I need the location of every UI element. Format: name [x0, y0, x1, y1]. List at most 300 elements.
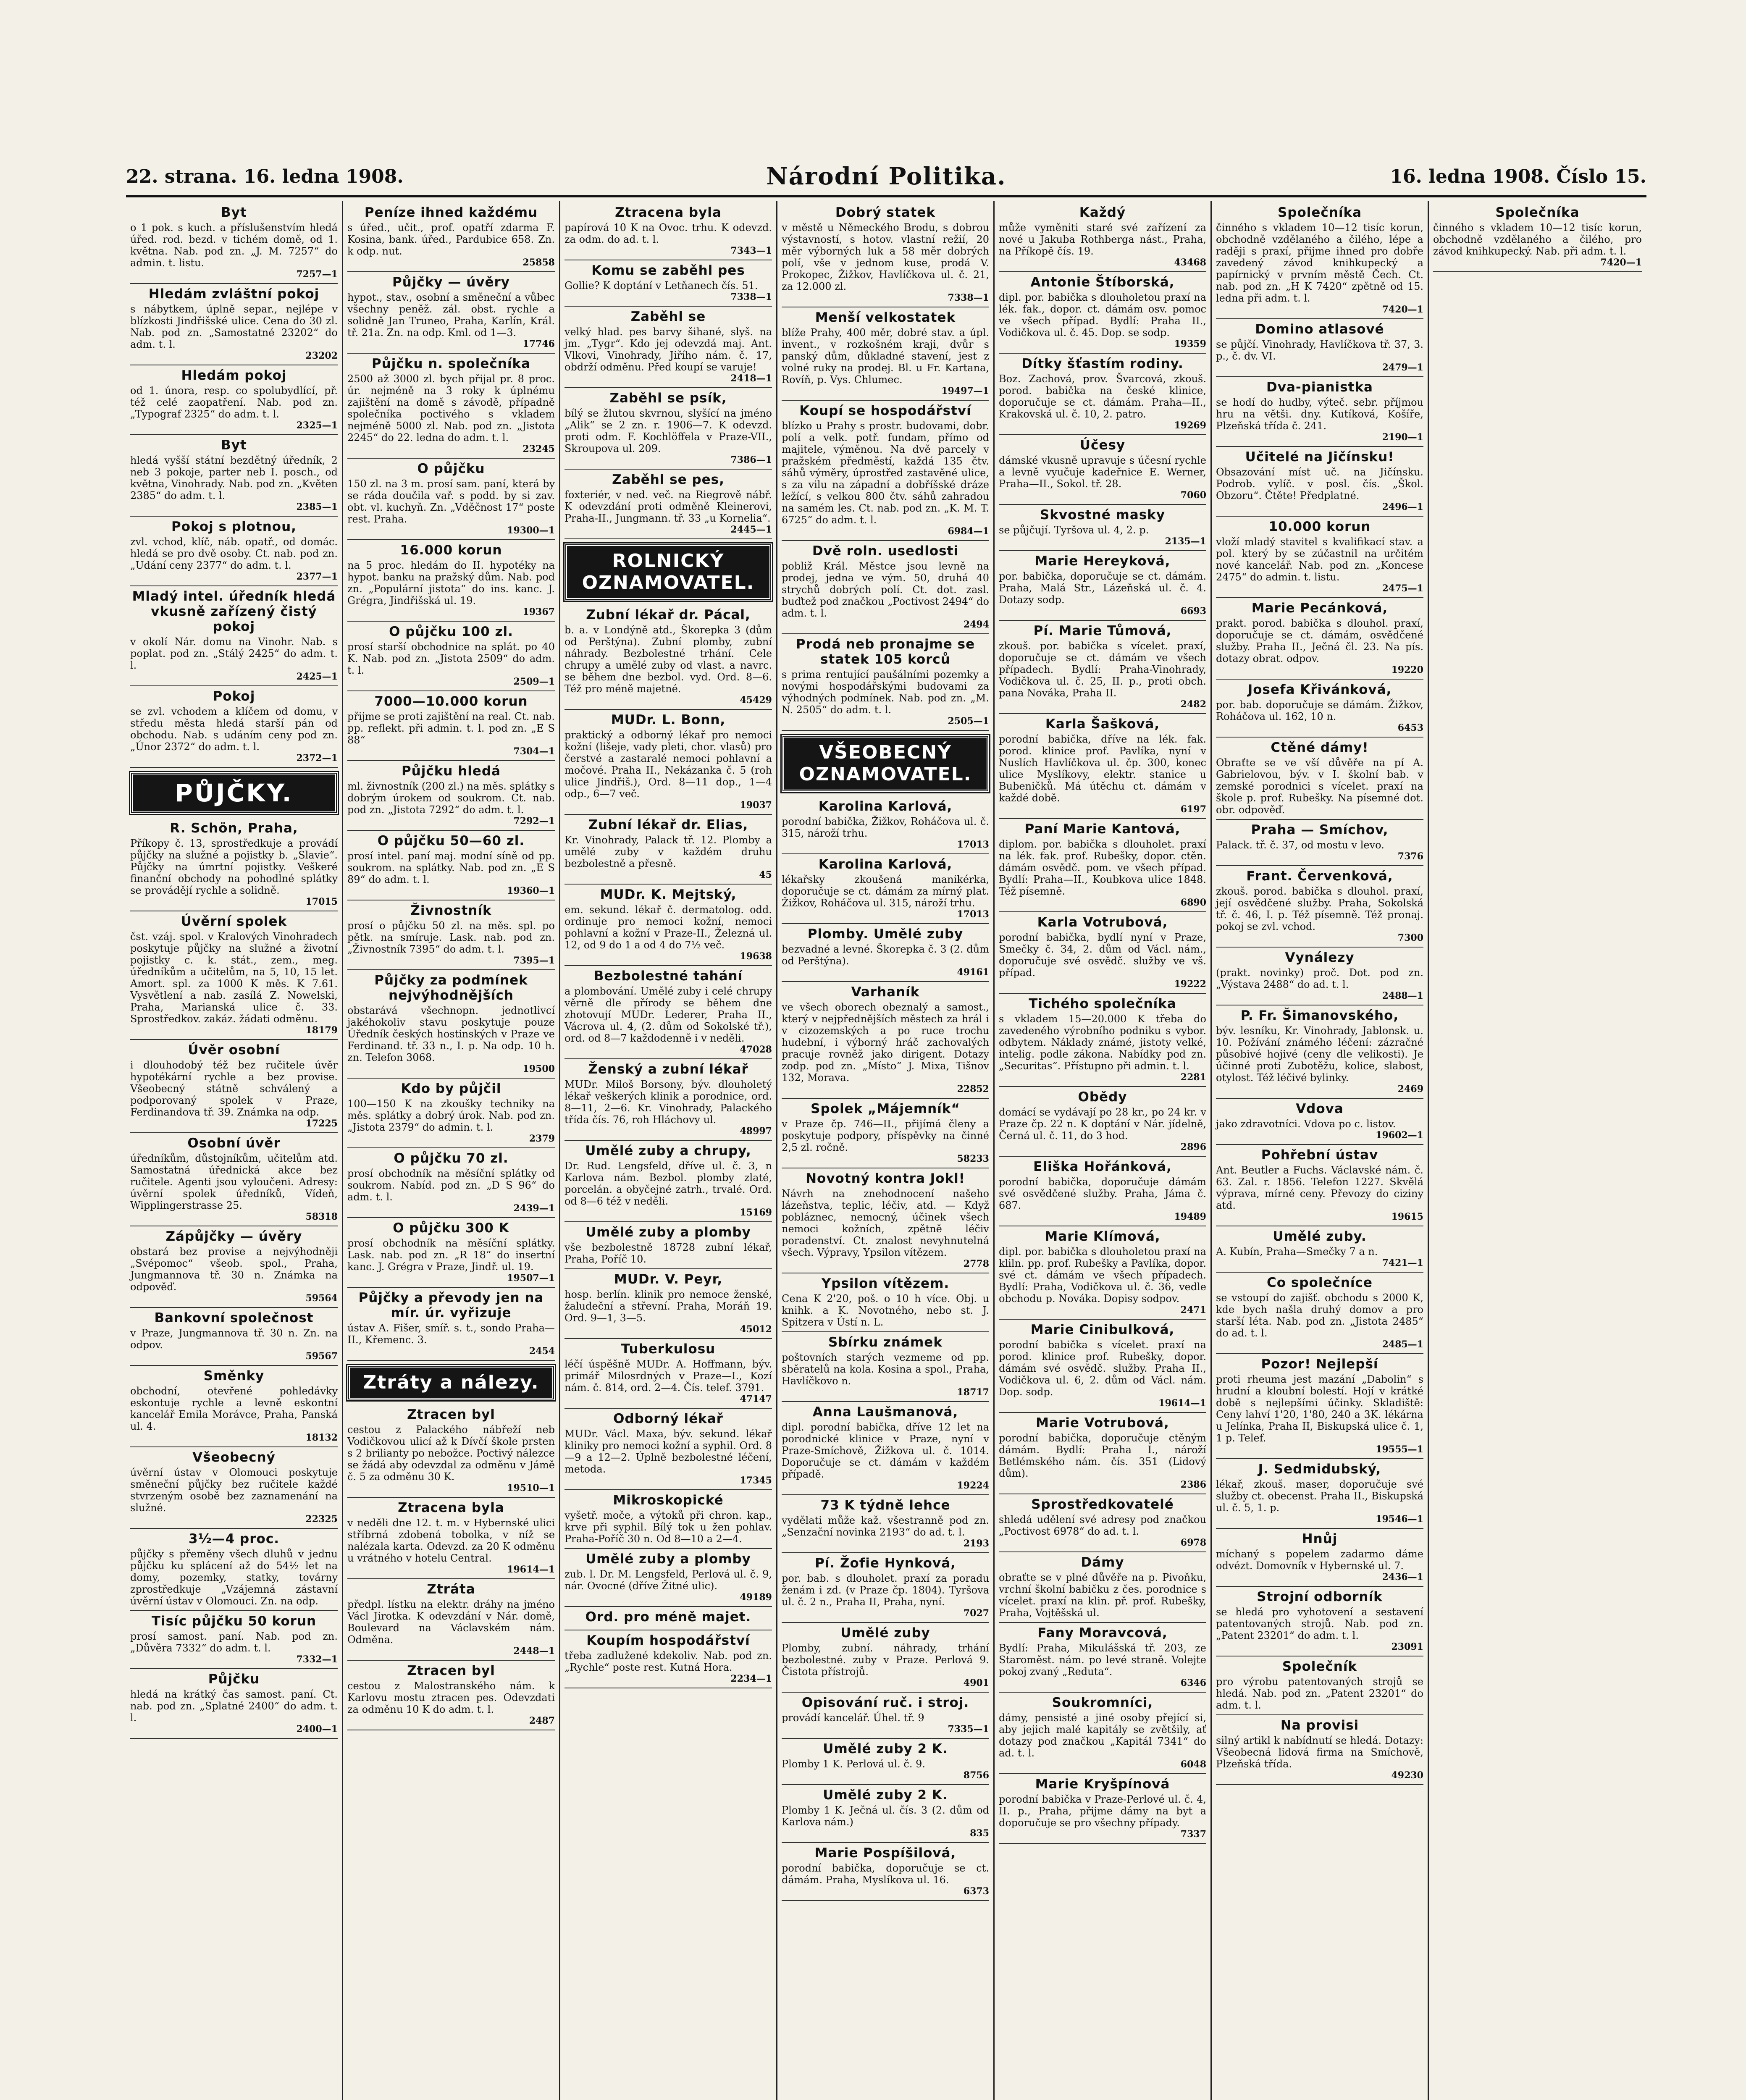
- ad-body: porodní babička, doporučuje ctěným dámám. Bydlí: Praha I., nároží Betlémského nám. čís. 351 (Lidový dům).: [999, 1432, 1206, 1479]
- ad-body: Plomby 1 K. Ječná ul. čís. 3 (2. dům od Karlova nám.): [782, 1804, 989, 1828]
- classified-ad: [999, 505, 1206, 551]
- ad-headline: Obědy: [1078, 1089, 1127, 1105]
- ad-reference-number: 2496—1: [1382, 501, 1423, 512]
- classified-ad: [564, 605, 772, 710]
- classified-ad: [1216, 738, 1423, 820]
- ad-headline: Půjčku n. společníka: [371, 356, 531, 371]
- ad-body: vyšetř. moče, a výtoků při chron. kap., krve při syphil. Bílý tok u žen pohlav. Praha-Poříč 30 n. Od 8—10 a 2—4.: [564, 1509, 772, 1545]
- classified-ad: [347, 272, 555, 354]
- ad-body: porodní babička, dříve na lék. fak. porod. klinice prof. Pavlíka, nyní v Nuslích Havlíčkova ul. čp. 300, konec ulice Myslíkovy, elektr. stanice u Bubeničků. Má útěchu ct. dámám v každé době.: [999, 733, 1206, 804]
- ad-body: zkouš. por. babička s vícelet. praxí, doporučuje se ct. dámám ve všech případech. Bydlí: Praha-Vinohrady, Vodičkova ul. č. 25, II. p., proti obch. pana Nováka, Praha II.: [999, 640, 1206, 699]
- newspaper-title: Národní Politika.: [766, 163, 1006, 190]
- ad-reference-number: 2475—1: [1382, 583, 1423, 594]
- classified-ad: [1216, 1656, 1423, 1715]
- ad-reference-number: 19222: [1174, 979, 1206, 990]
- ad-headline: Vynálezy: [1285, 950, 1355, 965]
- classified-ad: [347, 970, 555, 1079]
- classified-ad: [782, 1495, 989, 1553]
- ad-body: por. bab. doporučuje se dámám. Žižkov, Roháčova ul. 162, 10 n.: [1216, 699, 1423, 722]
- ad-headline: P. Fr. Šimanovského,: [1240, 1008, 1399, 1023]
- ad-headline: Zaběhl se psík,: [609, 391, 727, 406]
- classified-ad: [1216, 377, 1423, 447]
- classified-ad: [999, 1774, 1206, 1844]
- ad-headline: Marie Pecánková,: [1251, 601, 1388, 616]
- classified-ad: [782, 924, 989, 982]
- ad-body: praktický a odborný lékař pro nemoci kožní (lišeje, vady pleti, chor. vlasů) pro čerstvé a zastaralé nemoci pohlavní a močové. Praha II., Nekázanka č. 5 (roh ulice Jindřiš.), Ord. 8—11 dop., 1—4 odp., 6—7 več.: [564, 729, 772, 800]
- ad-reference-number: 17225: [305, 1118, 338, 1129]
- ad-headline: Mikroskopické: [613, 1493, 724, 1508]
- classified-ad: [130, 284, 338, 365]
- ad-headline: Zápůjčky — úvěry: [165, 1229, 302, 1244]
- ad-headline: Koupím hospodářství: [586, 1633, 750, 1648]
- ad-headline: Ord. pro méně majet.: [585, 1609, 751, 1625]
- classified-ad: [130, 1366, 338, 1447]
- ad-headline: Pokoj s plotnou,: [171, 519, 297, 534]
- ad-body: (prakt. novinky) proč. Dot. pod zn. „Výstava 2488“ do ad. t. l.: [1216, 967, 1423, 990]
- classified-ad: [782, 541, 989, 634]
- classified-ad: [999, 621, 1206, 714]
- ad-headline: Zubní lékař dr. Pácal,: [586, 607, 751, 622]
- ad-headline: O půjčku 300 K: [393, 1221, 509, 1236]
- ad-headline: Novotný kontra Jokl!: [806, 1171, 965, 1186]
- classified-ad: [564, 202, 772, 260]
- ad-reference-number: 7257—1: [296, 269, 338, 280]
- ad-headline: Ctěné dámy!: [1271, 740, 1369, 755]
- ad-headline: Umělé zuby a plomby: [586, 1225, 751, 1240]
- ad-headline: MUDr. L. Bonn,: [611, 712, 726, 727]
- ad-body: v městě u Německého Brodu, s dobrou výstavností, s hotov. vlastní režií, 20 měr výborných luk a 58 měr dobrých polí, vše v jednom kuse, prodá V. Prokopec, Žižkov, Havlíčkova ul. č. 21, za 12.000 zl.: [782, 222, 989, 292]
- ad-reference-number: 19497—1: [941, 386, 989, 396]
- classified-ad: [999, 1552, 1206, 1623]
- classified-ad: [564, 1630, 772, 1688]
- ad-headline: Zaběhl se pes,: [612, 472, 725, 487]
- ad-reference-number: 2488—1: [1382, 990, 1423, 1001]
- ad-headline: Strojní odborník: [1257, 1589, 1383, 1604]
- ad-headline: Půjčky — úvěry: [392, 275, 510, 290]
- ad-reference-number: 43468: [1174, 257, 1206, 268]
- ad-body: s vkladem 15—20.000 K třeba do zavedeného výrobního podniku s vybor. odbytem. Náklady známé, jistoty velké, intelig. podle zákona. Nabídky pod zn. „Securitas“. Přístupno při admin. t. l.: [999, 1013, 1206, 1072]
- ad-body: dipl. porodní babička, dříve 12 let na porodnické klinice v Praze, nyní v Praze-Smíchově, Žižkova ul. č. 1014. Doporučuje se ct. dámám v každém případě.: [782, 1421, 989, 1480]
- ad-reference-number: 19300—1: [507, 525, 555, 536]
- ad-body: Palack. tř. č. 37, od mostu v levo.: [1216, 839, 1384, 851]
- ad-body: se zvl. vchodem a klíčem od domu, v středu města hledá starší pán od obchodu. Nab. s udáním ceny pod zn. „Únor 2372“ do adm. t. l.: [130, 706, 338, 753]
- ad-body: 150 zl. na 3 m. prosí sam. paní, která by se ráda doučila vař. s podd. by si zav. obt. vl. kuchyň. Zn. „Vděčnost 17“ poste rest. Praha.: [347, 478, 555, 525]
- ad-body: úvěrní ústav v Olomouci poskytuje směneční půjčky bez ručitele každé stvrzeným osobě bez zaznamenání na služné.: [130, 1467, 338, 1514]
- ad-body: prosí starší obchodnice na splát. po 40 K. Nab. pod zn. „Jistota 2509“ do adm. t. l.: [347, 641, 555, 676]
- ad-body: Plomby 1 K. Perlová ul. č. 9.: [782, 1758, 926, 1770]
- ad-reference-number: 7338—1: [730, 291, 772, 302]
- section-banner: VŠEOBECNÝ OZNAMOVATEL.: [782, 735, 989, 792]
- ad-body: blíže Prahy, 400 měr, dobré stav. a úpl. invent., v rozkošném kraji, dvůr s panský dům, důkladné stavení, jest z volné ruky na prodej. Bl. u Fr. Kartana, Rovíň, p. Vys. Chlumec.: [782, 327, 989, 386]
- ad-body: zvl. vchod, klíč, náb. opatř., od domác. hledá se pro dvě osoby. Ct. nab. pod zn. „Udání ceny 2377“ do adm. t. l.: [130, 536, 338, 571]
- ad-body: dipl. por. babička s dlouholetou praxí na lék. fak., dopor. ct. dámám osv. pomoc ve všech případ. Bydlí: Praha II., Vodičkova ul. č. 45. Dop. se sodp.: [999, 291, 1206, 339]
- ad-reference-number: 7060: [1180, 490, 1206, 501]
- ad-body: býv. lesníku, Kr. Vinohrady, Jablonsk. u. 10. Požívání známého léčení: zázračné působivé hojivé (ceny dle velikosti). Je účinné proti Zubotěžu, kolice, slabost, otylost. Též léčivé bylinky.: [1216, 1025, 1423, 1084]
- ad-reference-number: 2505—1: [948, 716, 989, 727]
- ad-body: lékař, zkouš. maser, doporučuje své služby ct. obecenst. Praha II., Biskupská ul. č. 5, 1. p.: [1216, 1478, 1423, 1514]
- classified-ad: [782, 1739, 989, 1785]
- classified-ad: [564, 1059, 772, 1141]
- classified-ad: [347, 1218, 555, 1288]
- ad-body: bílý se žlutou skvrnou, slyšící na jméno „Alik“ se 2 zn. r. 1906—7. K odevzd. proti odm. F. Kochlöffela v Praze-VII., Skroupova ul. 209.: [564, 407, 772, 454]
- ad-headline: Půjčku: [208, 1672, 260, 1687]
- ad-reference-number: 17013: [957, 909, 989, 920]
- ad-headline: R. Schön, Praha,: [170, 821, 298, 836]
- ad-headline: Spolek „Májemník“: [811, 1101, 960, 1116]
- ad-headline: Umělé zuby: [840, 1625, 930, 1641]
- classified-ad: [347, 354, 555, 459]
- ad-body: prakt. porod. babička s dlouhol. praxí, doporučuje se ct. dámám, osvědčené služby. Praha II., Ječná čl. 23. Na pís. dotazy obrat. odpov.: [1216, 617, 1423, 664]
- ad-body: i dlouhodobý též bez ručitele úvěr hypotékární rychle a bez provise. Všeobecný státně schválený a podporovaný spolek v Praze, Ferdinandova tř. 39. Známka na odp.: [130, 1059, 338, 1118]
- classified-ad: [782, 796, 989, 854]
- ad-headline: Marie Klímová,: [1045, 1229, 1160, 1244]
- ad-body: předpl. lístku na elektr. dráhy na jméno Václ Jirotka. K odevzdání v Nár. domě, Boulevard na Václavském nám. Odměna.: [347, 1599, 555, 1646]
- ad-reference-number: 19489: [1174, 1211, 1206, 1222]
- ad-reference-number: 7386—1: [730, 454, 772, 465]
- ad-headline: O půjčku 50—60 zl.: [377, 833, 525, 848]
- classified-ad: [999, 435, 1206, 505]
- ad-body: prosí intel. paní maj. modní síně od pp. soukrom. na splátky. Nab. pod zn. „E S 89“ do adm. t. l.: [347, 850, 555, 885]
- ad-headline: Skvostné masky: [1040, 507, 1166, 522]
- ad-headline: Ztracena byla: [398, 1500, 504, 1515]
- ad-reference-number: 45: [759, 869, 772, 880]
- ad-body: od 1. února, resp. co spolubydlící, př. též celé zaopatření. Nab. pod zn. „Typograf 2325“ do adm. t. l.: [130, 385, 338, 420]
- ad-reference-number: 2471: [1180, 1305, 1206, 1315]
- ad-reference-number: 2377—1: [296, 571, 338, 582]
- column-7: [1429, 201, 1646, 2100]
- ad-reference-number: 6453: [1397, 722, 1423, 733]
- ad-reference-number: 19500: [522, 1063, 555, 1074]
- classified-ad: [564, 1141, 772, 1222]
- ad-body: a plombování. Umělé zuby i celé chrupy věrně dle přírody se během dne zhotovují MUDr. Lederer, Praha II., Vácrova ul. 4, (2. dům od Sokolské tř.), ord. od 8—7 každodenně i v neděli.: [564, 985, 772, 1044]
- ad-headline: Umělé zuby 2 K.: [823, 1741, 948, 1756]
- ad-body: třeba zadlužené kdekoliv. Nab. pod zn. „Rychle“ poste rest. Kutná Hora.: [564, 1650, 772, 1673]
- ad-body: Boz. Zachová, prov. Švarcová, zkouš. porod. babička na české klinice, doporučuje se ct. dámám. Praha—II., Krakovská ul. č. 10, 2. patro.: [999, 373, 1206, 420]
- ad-reference-number: 18132: [305, 1432, 338, 1443]
- classified-ad: [999, 1693, 1206, 1774]
- ad-reference-number: 2439—1: [513, 1203, 555, 1214]
- ad-headline: Společníka: [1495, 205, 1580, 220]
- ad-reference-number: 6373: [963, 1886, 989, 1897]
- ad-reference-number: 47147: [740, 1394, 772, 1404]
- ad-reference-number: 2193: [963, 1538, 989, 1549]
- ad-body: Cena K 2'20, poš. o 10 h více. Obj. u knihk. a K. Novotného, nebo st. J. Spitzera v Ústí n. L.: [782, 1293, 989, 1328]
- ad-headline: Hledám pokoj: [181, 368, 287, 383]
- classified-ad: [564, 1607, 772, 1630]
- ad-body: s nábytkem, úplně separ., nejlépe v blízkosti Jindřišské ulice. Cena do 30 zl. Nab. pod zn. „Samostatné 23202“ do adm. t. l.: [130, 303, 338, 350]
- ad-reference-number: 17015: [305, 896, 338, 907]
- classified-ad: [347, 459, 555, 540]
- ad-body: Gollie? K doptání v Letňanech čís. 51.: [564, 280, 758, 291]
- ad-headline: Dobrý statek: [835, 205, 936, 220]
- classified-ad: [564, 1549, 772, 1607]
- ad-headline: Eliška Hořánková,: [1033, 1159, 1172, 1174]
- classified-ad: [347, 1148, 555, 1218]
- ad-body: dámy, pensisté a jiné osoby přející si, aby jejich malé kapitály se zvětšily, ať dotazy pod značkou „Kapitál 7341“ do ad. t. l.: [999, 1712, 1206, 1759]
- ad-headline: Všeobecný: [192, 1450, 276, 1465]
- ad-body: zub. l. Dr. M. Lengsfeld, Perlová ul. č. 9, nár. Ovocné (dříve Žitné ulic).: [564, 1568, 772, 1592]
- ad-body: úředníkům, důstojníkům, učitelům atd. Samostatná úřednická akce bez ručitele. Agenti jsou vyloučeni. Adresy: úvěrní spolek úředníků, Vídeň, Wipplingerstrasse 25.: [130, 1152, 338, 1211]
- classified-ad: [782, 1843, 989, 1901]
- ad-headline: Dva-pianistka: [1266, 380, 1373, 395]
- ad-headline: Ztracena byla: [615, 205, 722, 220]
- ad-body: se vstoupí do zajišť. obchodu s 2000 K, kde bych našla druhý domov a pro starší léta. Nab. pod zn. „Jistota 2485“ do ad. t. l.: [1216, 1292, 1423, 1339]
- ad-headline: Ženský a zubní lékař: [588, 1062, 748, 1077]
- ad-headline: Plomby. Umělé zuby: [807, 927, 964, 942]
- classified-ad: [1216, 1226, 1423, 1273]
- ad-headline: Vdova: [1296, 1101, 1344, 1116]
- ad-body: činného s vkladem 10—12 tisíc korun, obchodně vzdělaného a čilého, pro závod knihkupecký. Nab. při adm. t. l.: [1433, 222, 1642, 257]
- ad-headline: Karla Šašková,: [1045, 717, 1160, 732]
- ad-headline: Marie Cinibulková,: [1030, 1322, 1175, 1337]
- ad-headline: Fany Moravcová,: [1037, 1625, 1168, 1641]
- ad-headline: Karolina Karlová,: [818, 857, 953, 872]
- classified-ad: [347, 1288, 555, 1361]
- ad-reference-number: 19037: [740, 800, 772, 811]
- classified-ad: [1216, 1354, 1423, 1459]
- classified-ad: [130, 1529, 338, 1611]
- ad-headline: Koupí se hospodářství: [799, 403, 971, 418]
- ad-headline: Společníka: [1277, 205, 1362, 220]
- column-4: [777, 201, 995, 2100]
- ad-body: obstarává všechnopn. jednotlivcí jakéhokoliv stavu poskytuje pouze Úředník českých hostinských v Praze ve Ferdinand. tř. 33 n., I. p. Na odp. 10 h. zn. Telefon 3068.: [347, 1005, 555, 1063]
- ad-headline: Umělé zuby 2 K.: [823, 1788, 948, 1803]
- ad-reference-number: 2482: [1180, 699, 1206, 710]
- ad-reference-number: 19359: [1174, 339, 1206, 349]
- classified-ad: [1216, 1005, 1423, 1099]
- classified-ad: [130, 911, 338, 1040]
- ad-reference-number: 7343—1: [730, 245, 772, 256]
- column-2: [343, 201, 560, 2100]
- ad-reference-number: 2509—1: [513, 676, 555, 687]
- classified-ad: [347, 691, 555, 761]
- ad-headline: Každý: [1079, 205, 1126, 220]
- ad-reference-number: 19360—1: [507, 885, 555, 896]
- ad-headline: Umělé zuby.: [1273, 1229, 1367, 1244]
- ad-reference-number: 47028: [740, 1044, 772, 1055]
- ad-body: dámské vkusně upravuje s účesní rychle a levně vyučuje kadeřnice E. Werner, Praha—II., Sokol. tř. 28.: [999, 454, 1206, 490]
- ad-body: v okolí Nár. domu na Vinohr. Nab. s poplat. pod zn. „Stálý 2425“ do adm. t. l.: [130, 636, 338, 671]
- classified-ad: [564, 1222, 772, 1269]
- ad-reference-number: 7420—1: [1382, 304, 1423, 315]
- ad-reference-number: 2385—1: [296, 501, 338, 512]
- ad-headline: MUDr. V. Peyr,: [614, 1272, 723, 1287]
- ad-headline: O půjčku: [417, 461, 485, 476]
- classified-ad: [1216, 319, 1423, 377]
- ad-body: proti rheuma jest mazání „Dabolin“ s hrudní a kloubní bolestí. Hojí v krátké době s nejlepšími účinky. Skladiště: Ceny lahví 1'20, 1'80, 240 a 3K. lékárna u Jelínka, Praha II, Biskupská ulice č. 1, 1 p. Telef.: [1216, 1373, 1423, 1444]
- ad-reference-number: 7332—1: [296, 1654, 338, 1665]
- classified-ad: [130, 586, 338, 686]
- classified-ad: [999, 354, 1206, 435]
- classified-ad: [130, 1040, 338, 1133]
- ad-body: se půjčují. Tyršova ul. 4, 2. p.: [999, 524, 1149, 536]
- ad-body: shledá udělení své adresy pod značkou „Poctivost 6978“ do ad. t. l.: [999, 1514, 1206, 1537]
- classified-ad: [347, 1498, 555, 1579]
- ad-reference-number: 6890: [1180, 897, 1206, 908]
- ad-headline: Marie Kryšpínová: [1035, 1777, 1170, 1792]
- ad-headline: O půjčku 100 zl.: [389, 624, 513, 639]
- ad-body: hledá na krátký čas samost. paní. Ct. nab. pod zn. „Splatné 2400“ do adm. t. l.: [130, 1688, 338, 1724]
- ad-reference-number: 2454: [529, 1346, 555, 1357]
- ad-body: Bydlí: Praha, Mikulášská tř. 203, ze Staroměst. nám. po levé straně. Volejte pokoj zvaný „Reduta“.: [999, 1642, 1206, 1677]
- ad-body: v Praze, Jungmannova tř. 30 n. Zn. na odpov.: [130, 1327, 338, 1351]
- ad-headline: Umělé zuby a chrupy,: [585, 1143, 751, 1158]
- classified-ad: [564, 1269, 772, 1339]
- ad-headline: Frant. Červenková,: [1246, 869, 1393, 884]
- ad-headline: Pokoj: [213, 689, 255, 704]
- ad-headline: Kdo by půjčil: [401, 1081, 501, 1096]
- ad-body: hypot., stav., osobní a směneční a vůbec všechny peněž. zál. obst. rychle a solidně Jan Truneo, Praha, Karlín, Král. tř. 21a. Zn. na odp. Kml. od 1—3.: [347, 291, 555, 339]
- classified-ad: [999, 202, 1206, 272]
- classified-ad: [130, 202, 338, 284]
- classified-ad: [1216, 866, 1423, 948]
- classified-ad: [347, 761, 555, 831]
- section-banner: Ztráty a nálezy.: [347, 1365, 555, 1400]
- classified-ad: [1216, 1529, 1423, 1587]
- ad-reference-number: 23202: [305, 350, 338, 361]
- ad-headline: Anna Laušmanová,: [812, 1404, 958, 1420]
- ad-body: em. sekund. lékař č. dermatolog. odd. ordinuje pro nemoci kožní, nemoci pohlavní a kožní v Praze-II., Železná ul. 12, od 9 do 1 a od 4 do 7½ več.: [564, 904, 772, 951]
- ad-reference-number: 7337: [1180, 1829, 1206, 1840]
- classified-ad: [347, 1579, 555, 1661]
- ad-reference-number: 2325—1: [296, 420, 338, 431]
- ad-headline: Antonie Štíborská,: [1030, 275, 1175, 290]
- classified-ad: [1216, 598, 1423, 680]
- page-header: [126, 163, 1646, 195]
- ad-body: Příkopy č. 13, sprostředkuje a provádí půjčky na služné a pojistky b. „Slavie“. Půjčky na úmrtní pojistky. Veškeré finanční obchody na pohodlné splátky se provádějí rychle a solidně.: [130, 837, 338, 896]
- ad-reference-number: 19224: [957, 1480, 989, 1491]
- ad-headline: Hledám zvláštní pokoj: [148, 286, 320, 302]
- ad-reference-number: 2487: [529, 1715, 555, 1726]
- ad-body: A. Kubín, Praha—Smečky 7 a n.: [1216, 1246, 1378, 1257]
- classified-ad: [130, 1447, 338, 1529]
- classified-ad: [564, 307, 772, 388]
- ad-body: vydělati může kaž. všestranně pod zn. „Senzační novinka 2193“ do ad. t. l.: [782, 1515, 989, 1538]
- ad-headline: Ztracen byl: [407, 1663, 495, 1678]
- ad-body: pro výrobu patentovaných strojů se hledá. Nab. pod zn. „Patent 23201“ do adm. t. l.: [1216, 1676, 1423, 1711]
- ad-reference-number: 2445—1: [730, 524, 772, 535]
- ad-headline: Dítky šťastím rodiny.: [1021, 356, 1184, 371]
- ad-reference-number: 19614—1: [507, 1564, 555, 1575]
- ad-body: ml. živnostník (200 zl.) na měs. splátky s dobrým úrokem od soukrom. Ct. nab. pod zn. „Jistota 7292“ do adm. t. l.: [347, 780, 555, 816]
- ad-body: papírová 10 K na Ovoc. trhu. K odevzd. za odm. do ad. t. l.: [564, 222, 772, 245]
- ad-headline: Osobní úvěr: [187, 1136, 281, 1151]
- ad-body: 2500 až 3000 zl. bych přijal pr. 8 proc. úr. nejméně na 3 roky k úplnému zajištění na domě s závodě, případně společníka poctivého s vkladem nejméně 5000 zl. Nab. pod zn. „Jistota 2245“ do 22. ledna do adm. t. l.: [347, 373, 555, 444]
- ad-headline: Umělé zuby a plomby: [586, 1551, 751, 1567]
- ad-reference-number: 23091: [1391, 1641, 1423, 1652]
- ad-body: porodní babička v Praze-Perlové ul. č. 4, II. p., Praha, přijme dámy na byt a doporučuje se pro všechny případy.: [999, 1793, 1206, 1829]
- classified-ad: [999, 1226, 1206, 1320]
- ad-body: čst. vzáj. spol. v Kralových Vinohradech poskytuje půjčky na služné a životní pojistky c. k. stát., zem., meg. úředníkům a učitelům, na 5, 10, 15 let. Amort. spl. za 1000 K měs. K 7.61. Vysvětlení a nab. zasílá Z. Nowelski, Praha, Marianská ulice č. 33. Sprostředkov. zakáz. žádati odměnu.: [130, 931, 338, 1025]
- ad-headline: Peníze ihned každému: [364, 205, 538, 220]
- classified-ad: [564, 966, 772, 1059]
- ad-headline: Půjčky za podmínek nejvýhodnějších: [374, 973, 528, 1003]
- classified-ad: [782, 1273, 989, 1332]
- classified-ad: [782, 1099, 989, 1168]
- ad-body: obraťte se v plné důvěře na p. Pivoňku, vrchní školní babičku z čes. porodnice s vícelet. praxí na klin. př. prof. Rubešky, Praha, Vojtěšská ul.: [999, 1572, 1206, 1619]
- ad-headline: Odborný lékař: [613, 1411, 723, 1426]
- ad-headline: Půjčky a převody jen na mír. úr. vyřizuje: [358, 1290, 544, 1320]
- classified-ad: [130, 517, 338, 586]
- classified-ad: [564, 710, 772, 815]
- ad-body: cestou z Malostranského nám. k Karlovu mostu ztracen pes. Odevzdati za odměnu 10 K do adm. t. l.: [347, 1680, 555, 1715]
- ad-body: MUDr. Miloš Borsony, býv. dlouholetý lékař veškerých klinik a porodnice, ord. 8—11, 2—6. Kr. Vinohrady, Palackého třída čís. 76, roh Hláchovy ul.: [564, 1079, 772, 1126]
- ad-body: vloží mladý stavitel s kvalifikací stav. a pol. který by se zúčastnil na určitém nové kancelář. Nab. pod zn. „Koncese 2475“ do admin. t. listu.: [1216, 536, 1423, 583]
- ad-headline: 10.000 korun: [1268, 519, 1371, 534]
- header-rule: [126, 195, 1646, 197]
- ad-headline: Bankovní společnost: [154, 1310, 314, 1326]
- classified-ad: [782, 1785, 989, 1843]
- ad-headline: Pozor! Nejlepší: [1261, 1357, 1378, 1372]
- classified-ad: [564, 1409, 772, 1490]
- classified-ad: [347, 900, 555, 970]
- ad-body: Návrh na znehodnocení našeho lázeňstva, teplic, léčiv, atd. — Když pobláznec, nemocný, účinek všech nemoci kožních, zpětně léčiv poradenství. Ct. znalost nevyhnutelná všech. Výpravy, Ypsilon vítězem.: [782, 1188, 989, 1258]
- classified-ad: [782, 634, 989, 731]
- ad-reference-number: 8756: [963, 1770, 989, 1781]
- ad-body: porodní babička, doporučuje se ct. dámám. Praha, Myslíkova ul. 16.: [782, 1862, 989, 1886]
- classified-ad: [1216, 517, 1423, 598]
- ad-reference-number: 45012: [740, 1324, 772, 1335]
- ad-reference-number: 2778: [963, 1258, 989, 1269]
- ad-reference-number: 15169: [740, 1207, 772, 1218]
- ad-reference-number: 7421—1: [1382, 1257, 1423, 1268]
- ad-reference-number: 7338—1: [948, 292, 989, 303]
- classified-ad: [1433, 202, 1642, 272]
- classified-ad: [999, 994, 1206, 1087]
- ad-body: porodní babička s vícelet. praxí na porod. klinice prof. Rubešky, dopor. dámám své osvědč. služby. Praha II., Vodičkova ul. 6, 2. dům od Václ. nám. Dop. sodp.: [999, 1339, 1206, 1398]
- ad-reference-number: 7376: [1397, 851, 1423, 862]
- classified-ad: [1216, 820, 1423, 866]
- ad-reference-number: 19269: [1174, 420, 1206, 431]
- ad-headline: 16.000 korun: [400, 543, 502, 558]
- classified-ad: [564, 260, 772, 307]
- ad-headline: Soukromníci,: [1052, 1695, 1153, 1710]
- classified-ad: [1216, 1273, 1423, 1354]
- ad-body: míchaný s popelem zadarmo dáme odvézt. Domovník v Hybernské ul. 7.: [1216, 1548, 1423, 1572]
- ad-reference-number: 19638: [740, 951, 772, 962]
- ad-headline: Opisování ruč. i stroj.: [801, 1695, 969, 1710]
- classified-ad: [999, 1087, 1206, 1157]
- classified-ad: [130, 818, 338, 911]
- ad-reference-number: 2400—1: [296, 1724, 338, 1735]
- ad-headline: Praha — Smíchov,: [1251, 822, 1389, 837]
- classified-ad: [782, 1168, 989, 1273]
- ad-body: bezvadné a levné. Škorepka č. 3 (2. dům od Perštýna).: [782, 943, 989, 967]
- classified-ad: [782, 982, 989, 1099]
- ad-reference-number: 2281: [1180, 1072, 1206, 1083]
- ad-body: přijme se proti zajištění na real. Ct. nab. pp. reflekt. při admin. t. l. pod zn. „E S 88“: [347, 711, 555, 746]
- ad-body: prosí obchodník na měsíční splátky od soukrom. Nabíd. pod zn. „D S 96“ do adm. t. l.: [347, 1168, 555, 1203]
- ad-headline: Prodá neb pronajme se statek 105 korců: [796, 637, 975, 667]
- classified-ad: [347, 202, 555, 272]
- ad-headline: Paní Marie Kantová,: [1024, 822, 1181, 837]
- ad-reference-number: 2479—1: [1382, 362, 1423, 373]
- ad-body: Obsazování míst uč. na Jičínsku. Podrob. vylíč. v posl. čís. „Škol. Obzoru“. Čtěte! Předplatné.: [1216, 466, 1423, 501]
- classified-ad: [1216, 447, 1423, 517]
- ad-headline: Pohřební ústav: [1261, 1147, 1378, 1163]
- ad-body: na 5 proc. hledám do II. hypotéky na hypot. banku na pražský dům. Nab. pod zn. „Populární jistota“ do ins. kanc. J. Grégra, Jindřišská ul. 19.: [347, 559, 555, 606]
- ad-reference-number: 2425—1: [296, 671, 338, 682]
- classified-ad: [130, 1226, 338, 1308]
- ad-reference-number: 7292—1: [513, 816, 555, 827]
- ad-reference-number: 2190—1: [1382, 432, 1423, 443]
- column-5: [995, 201, 1212, 2100]
- classified-ad: [564, 885, 772, 966]
- ad-headline: Josefa Křivánková,: [1247, 682, 1392, 697]
- ad-headline: Co společníce: [1267, 1275, 1373, 1290]
- ad-headline: Učitelé na Jičínsku!: [1245, 449, 1394, 465]
- ad-headline: Pí. Žofie Hynková,: [815, 1556, 956, 1571]
